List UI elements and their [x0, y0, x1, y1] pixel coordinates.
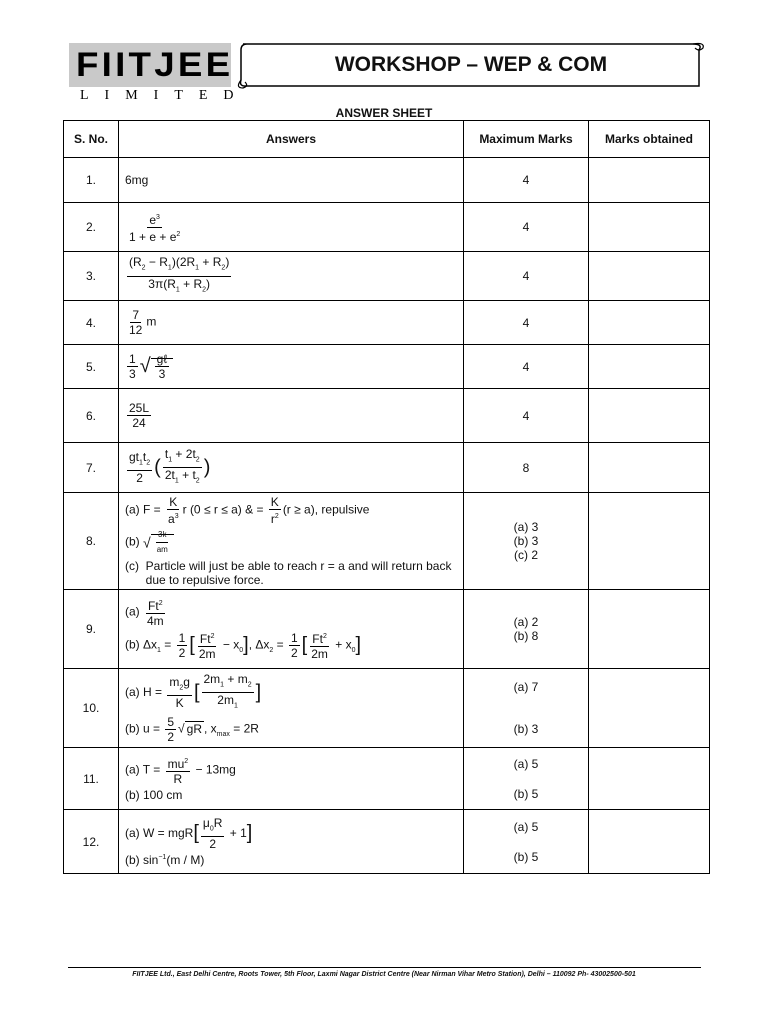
marks-obtained-cell[interactable]: [589, 810, 710, 874]
max-marks-part: (a) 5: [513, 756, 539, 771]
max-marks: [464, 810, 589, 874]
table-row: [64, 203, 710, 252]
max-marks-part: (a) 2: [513, 615, 539, 629]
table-row: [64, 493, 710, 590]
answer-7: $\frac{gt_1t_2}{2}$ ( $\frac{t_1 + 2t_2}{2t_1 + t_2}$ ): [119, 443, 464, 493]
col-sno: S. No.: [64, 121, 119, 158]
marks-obtained-cell[interactable]: [589, 345, 710, 389]
max-marks-part: (b) 3: [513, 534, 539, 548]
max-marks-part: (b) 8: [513, 629, 539, 643]
answer-1: 6mg: [119, 158, 464, 203]
footer-address: FIITJEE Ltd., East Delhi Centre, Roots Tower, 5th Floor, Laxmi Nagar District Centre (Near Nirman Vihar Metro Station), Delhi – 110092 Ph- 43002500-501: [132, 971, 636, 978]
table-row: [64, 669, 710, 748]
row-sno: 7.: [64, 443, 119, 493]
marks-obtained-cell[interactable]: [589, 590, 710, 669]
marks-obtained-cell[interactable]: [589, 493, 710, 590]
footer-divider: [68, 967, 701, 968]
table-row: [64, 158, 710, 203]
table-row: [64, 252, 710, 301]
answer-6: $\frac{25L}{24}$: [119, 389, 464, 443]
table-row: [64, 301, 710, 345]
marks-obtained-cell[interactable]: [589, 748, 710, 810]
table-header-row: [64, 121, 710, 158]
max-marks: 4: [464, 301, 589, 345]
answer-table: [63, 120, 710, 874]
answer-10: (a) H = $\frac{m_2g}{K}$ [ $\frac{2m_1 + m_2}{2m_1}$ ] (b) u = $\frac{5}{2}$ √ gR , $x_{max} = 2R$: [119, 669, 464, 748]
marks-obtained-cell[interactable]: [589, 389, 710, 443]
max-marks: [464, 669, 589, 748]
max-marks: 4: [464, 203, 589, 252]
max-marks: 4: [464, 158, 589, 203]
table-row: [64, 810, 710, 874]
logo: FIITJEE: [76, 46, 234, 84]
answer-9: (a) $\frac{Ft^2}{4m}$ (b) $\Delta x_1$ = $\frac{1}{2}$ [ $\frac{Ft^2}{2m}$ − $x_0$], $\Delta x_2$ = $\frac{1}{2}$ [ $\frac{Ft^2}{2m}$ + $x_0$]: [119, 590, 464, 669]
marks-obtained-cell[interactable]: [589, 203, 710, 252]
table-row: [64, 590, 710, 669]
col-answers: Answers: [119, 121, 464, 158]
marks-obtained-cell[interactable]: [589, 158, 710, 203]
max-marks: [464, 493, 589, 590]
row-sno: 1.: [64, 158, 119, 203]
row-sno: 4.: [64, 301, 119, 345]
max-marks-part: (b) 5: [513, 786, 539, 801]
row-sno: 9.: [64, 590, 119, 669]
marks-obtained-cell[interactable]: [589, 301, 710, 345]
max-marks: 4: [464, 389, 589, 443]
answer-4: $\frac{7}{12}$ m: [119, 301, 464, 345]
row-sno: 10.: [64, 669, 119, 748]
answer-8-c: Particle will just be able to reach r = a and will return back due to repulsive force.: [145, 559, 452, 587]
table-row: [64, 443, 710, 493]
answer-12: (a) W = mgR[ $\frac{\mu_0R}{2}$ + 1] (b) $\sin^{-1}(m / M)$: [119, 810, 464, 874]
answer-8-repulsive: , repulsive: [314, 502, 370, 517]
col-max-marks: Maximum Marks: [464, 121, 589, 158]
row-sno: 11.: [64, 748, 119, 810]
max-marks-part: (a) 7: [513, 680, 539, 694]
row-sno: 2.: [64, 203, 119, 252]
answer-11: (a) T = $\frac{mu^2}{R}$ − 13mg (b) 100 cm: [119, 748, 464, 810]
max-marks: 4: [464, 345, 589, 389]
table-row: [64, 748, 710, 810]
marks-obtained-cell[interactable]: [589, 443, 710, 493]
row-sno: 6.: [64, 389, 119, 443]
table-row: [64, 345, 710, 389]
answer-5: $\frac{1}{3}$ √ $\frac{\text{gℓ}}{3}$: [119, 345, 464, 389]
sheet-title: ANSWER SHEET: [335, 106, 433, 120]
max-marks-part: (c) 2: [514, 548, 538, 562]
logo-subtitle: LIMITED: [80, 88, 250, 103]
answer-2: $\frac{e^3}{1 + e + e^2}$: [119, 203, 464, 252]
answer-11-b: (b) 100 cm: [125, 788, 183, 802]
row-sno: 3.: [64, 252, 119, 301]
row-sno: 8.: [64, 493, 119, 590]
answer-3: $\frac{(R_2 - R_1)(2R_1 + R_2)}{3\pi(R_1 + R_2)}$: [119, 252, 464, 301]
max-marks-part: (b) 5: [513, 849, 539, 864]
max-marks-part: (b) 3: [513, 722, 539, 736]
table-row: [64, 389, 710, 443]
page-title: WORKSHOP – WEP & COM: [334, 53, 608, 76]
answer-8: (a) F = $\frac{K}{a^3}$ r (0 ≤ r ≤ a) & = $\frac{K}{r^2}$ (r ≥ a), repulsive (b) √ $\frac{3k}{am}$ (c) Particle will just be able to reach r = a and will return back due to repulsive force.: [119, 493, 464, 590]
max-marks-part: (a) 5: [513, 819, 539, 834]
max-marks-part: (a) 3: [513, 520, 539, 534]
marks-obtained-cell[interactable]: [589, 669, 710, 748]
max-marks: 8: [464, 443, 589, 493]
max-marks: 4: [464, 252, 589, 301]
marks-obtained-cell[interactable]: [589, 252, 710, 301]
max-marks: [464, 590, 589, 669]
max-marks: [464, 748, 589, 810]
col-marks-obtained: Marks obtained: [589, 121, 710, 158]
row-sno: 12.: [64, 810, 119, 874]
row-sno: 5.: [64, 345, 119, 389]
